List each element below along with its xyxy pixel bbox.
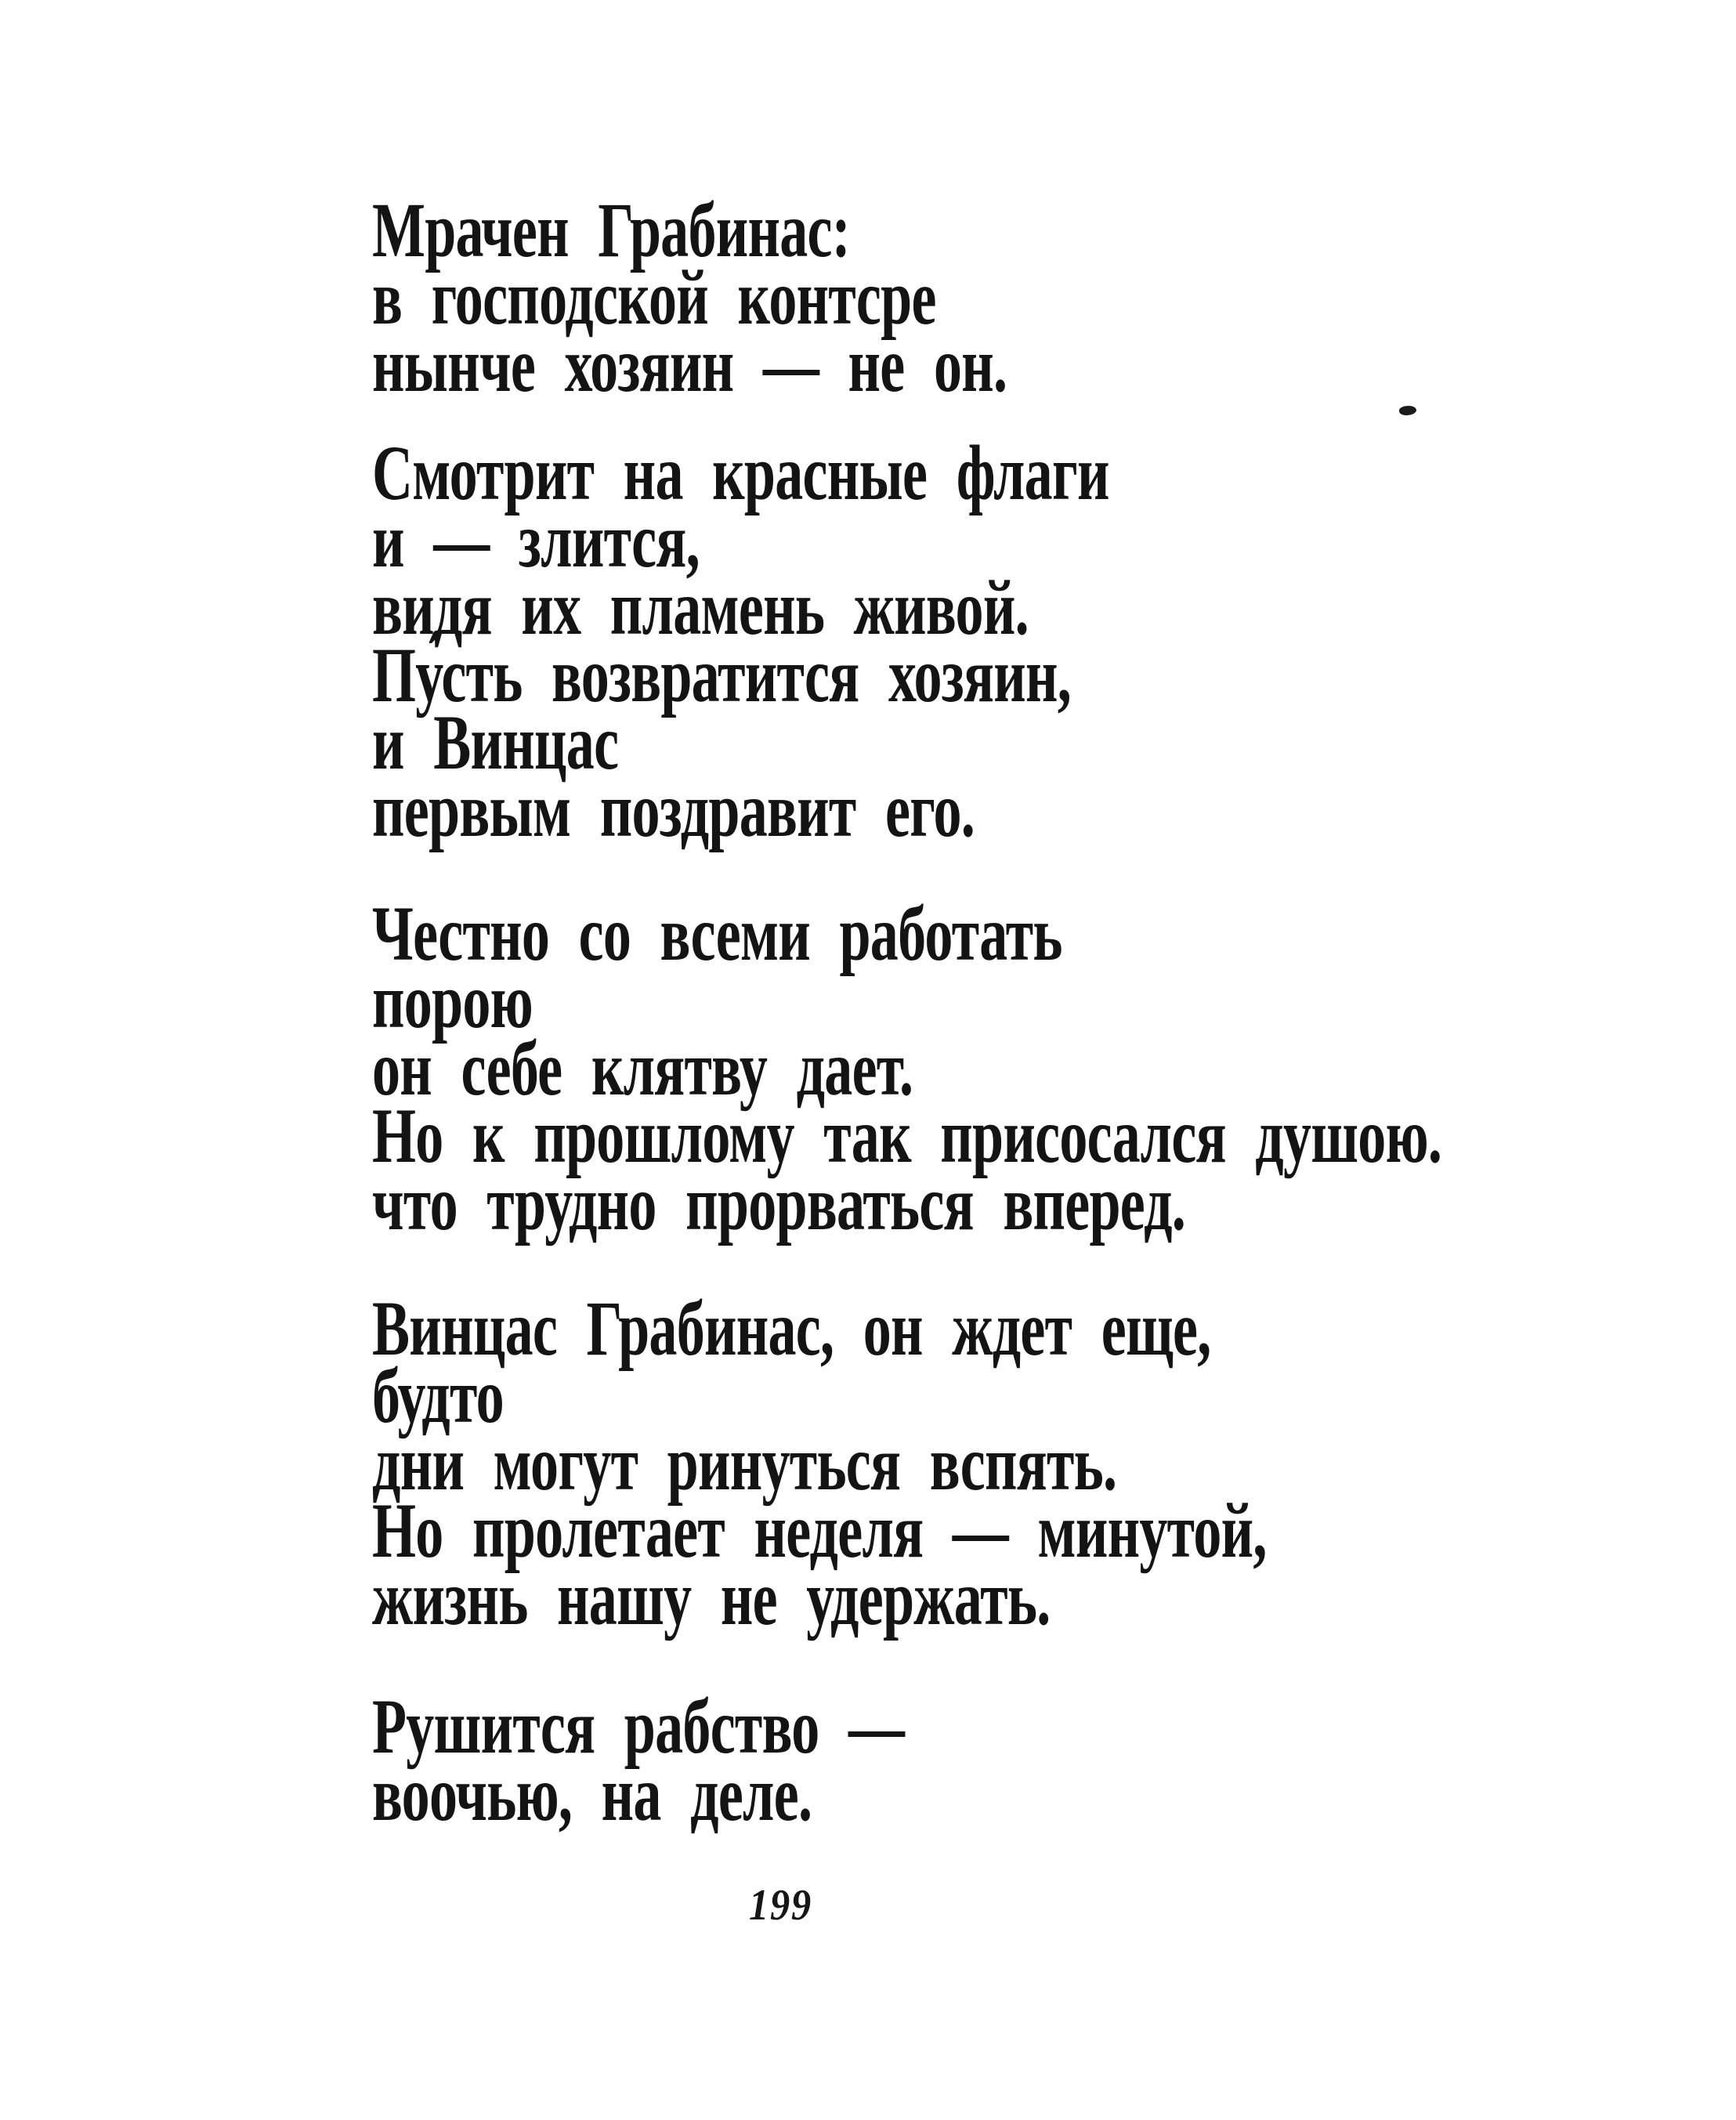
poem-line: будто bbox=[372, 1352, 504, 1439]
poem-line: Честно со всеми работать bbox=[372, 890, 1062, 977]
stanza bbox=[372, 1683, 1441, 1837]
poem-line: Но к прошлому так присосался душою. bbox=[372, 1092, 1442, 1179]
poem-line: в господской контсре bbox=[372, 254, 936, 341]
poem-line: Пу́сть возвратится хозяин, bbox=[372, 631, 1072, 718]
poem-line: и — злится, bbox=[372, 497, 700, 584]
poem-line: первым поздравит его. bbox=[372, 766, 975, 853]
poem-line: жизнь нашу не удержать. bbox=[372, 1554, 1051, 1641]
poem-line: воочью, на деле. bbox=[372, 1750, 812, 1837]
poem-line: и Винцас bbox=[372, 699, 619, 786]
poem-line: Смотрит на красные флаги bbox=[372, 429, 1109, 516]
stanza bbox=[372, 1285, 1441, 1641]
poem-line: видя их пламень живой. bbox=[372, 564, 1029, 651]
poem bbox=[372, 186, 1442, 1837]
poem-line: что трудно прорваться вперед. bbox=[372, 1159, 1186, 1246]
poem-line: Рушится рабство — bbox=[372, 1683, 905, 1770]
poem-line: дни могут ринуться вспять. bbox=[372, 1420, 1117, 1507]
stanza bbox=[372, 429, 1441, 853]
stanza bbox=[372, 890, 1442, 1246]
poem-line: порою bbox=[372, 957, 533, 1044]
poem-line: Но пролетает неделя — минутой, bbox=[372, 1487, 1267, 1574]
poem-line: он себе клятву дает. bbox=[372, 1025, 913, 1112]
stanza bbox=[372, 186, 1441, 408]
page-number: 199 bbox=[749, 1881, 812, 1930]
poem-line: нынче хозяин — не он. bbox=[372, 321, 1007, 408]
poem-line: Мрачен Грабинас: bbox=[372, 186, 851, 273]
poem-line: Винцас Грабинас, он ждет еще, bbox=[372, 1285, 1211, 1372]
